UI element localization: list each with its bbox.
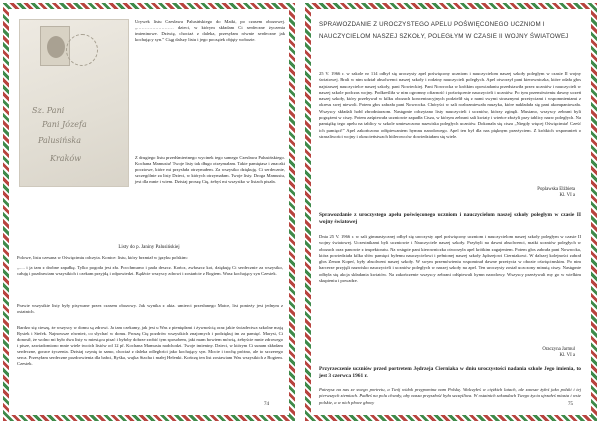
envelope-handwriting: Kraków [50, 154, 82, 163]
author-class: Kl. VI a [559, 193, 575, 198]
photo-caption: Urywek listu Czesława Palusińskiego do Matki, po czasem obozowej. „…………………… dzieci, w którym składam Ci serdeczne życzenia imieninowe. Dziwię, chociaż z daleka, przesyłam równie serdeczne jak kochający syn.” Ciąg dalszy listu i jego początek objęty wobozie. [135, 19, 285, 42]
side-caption: Z drugiego listu przedśmiertnego wycinek tego samego Czesława Palusińskiego. Kochana Mamusiu! Twoje listy tak długo otrzymałam. Takie pamiętasz i znaczki pocztowe, które mi przysłała otrzymałem. Za wszystko dziękuję. Ci serdecznie, szczególnie za listy Dzieci, w których otrzymałam. Twoje listy. Droga Mamusiu, jest dla mnie i wiem. Dzisiaj proszę Cię, żebyś mi wszystko w listach pisała. [135, 155, 285, 184]
author-name: Poplawska Elżbieta [537, 187, 575, 192]
author-name: Oraczyna Jarmul [542, 347, 575, 352]
section-title: SPRAWOZDANIE Z UROCZYSTEGO APELU POŚWIĘCONEGO UCZNIOM I NAUCZYCIELOM NASZEJ SZKOŁY, POLEGŁYM W CZASIE II WOJNY ŚWIATOWEJ [319, 21, 569, 40]
letter-quote: Bardzo się cieszę, że wszyscy w domu są zdrowi. Ja tam czekamy, jak jest u Was z pieniędzmi i żywnością oraz jakie świadectwa szkolne mają Rysiek i Stefek. Najnowsze również, co słychać w domu. Proszę Cię pozdrów wszystkich znajomych i podziękuj im za pamięć. Marysi, Ci donosił, że wolno mi było dwa listy w miesiącu pisać i byłoby dobrze zrobić tym sposobem, jaki mam bowiem mówią, żebyście mnie zdrowego i pisze, zawiadomiono mnie wiele twoich listów od 12 pf. Kochana Mamusiu nadchodzi. Twoje imieniny. Dzieci, w którym Ci sunam składam serdeczne, gorace życzenia. Dzisiaj czynię to samo, chociaż z daleka odległości jako kochający syn. Mocie i trochę próżno, ale to szczerego serca. Przesyłam serdeczne pozdrowienia dla babci, Ryśka, wujka Stacha i małej Helenki. Kończę ten list zostawiam Was wszystkich z Bogiem. Czesiek. [17, 325, 283, 366]
author-signature [542, 347, 575, 359]
author-signature [537, 187, 575, 199]
right-page [305, 3, 597, 421]
letters-title: Listy do p. Janiny Palusińskiej [118, 245, 180, 250]
pledge-text: Patrzysz na nas ze swego portretu, a Twój widok przypomina nam Polskę. Walczyłeś w ciężkich latach, ale zawsze żyłeś jako polski i tej pierwszych ziemiach. Padłeś na polu chwały, aby nasza przyszłość była szczęśliwa. W ostatnich sekundach Twego życia ujrzałeś miasta i wsie polskie, a w nich płowe głowy [319, 387, 581, 405]
paragraph: Prawie wszystkie listy były pisywane przez czasem obozowy. Jak wynika z akta. umierci przesłanego Matce, list ponieży jest jednym z ostatnich. [17, 303, 283, 314]
envelope-handwriting: Sz. Pani [32, 106, 65, 115]
report-paragraph: Dnia 25 V. 1966 r. w sali gimnastycznej odbył się uroczysty apel poświęcony uczniom i nauczycielom naszej szkoły poległym w czasie II wojny światowej. Uczestnikami byli uczniowie i Nauczyciele naszej szkoły. Przybyli na dawni absolwenci, matki uczniów poległych w obozach oraz panowie z inspektoratu. Na wstępie pani kierowniczka otworzyła apel krótkim zagajeniem. Potem głos zabrała pani Nowrocka, która powiedziała kilka słów pamięci byłemu nauczycielowi i pełnionej naszej szkoły Jędrzejowi Cierniakowi. W dalszej kolejności zabrał głos Zenon Kopeć, były absolwent naszej szkoły. W swym przemówieniu wspominał dawne przeżycia w obozie oświęcimskim. Po nim harcerze przyjęli nazwisko nauczycieli i uczniów poległych w naszej szkoły na apel. Ten uroczysty został uczczony minutą ciszy. Następnie odbyła się akcja składania kwiatów. Na zakończenie wszyscy zebrani odśpiewali hymn narodowy. Wszyscy przeżywali my go w wielkim skupieniu i powadze. [319, 234, 581, 284]
author-class: Kl. VI a [559, 353, 575, 358]
envelope-handwriting: Pani Józefa [42, 120, 87, 129]
page-number: 74 [264, 402, 269, 407]
letter-quote: „..... i ja tam z drobne zapałkę. Tylko pogoda jest zła. Pocchmurno i pada deszcz. Kończ, zwłaszcz kot, dziękuję Ci serdecznie za wszystko, całuję i pozdrawiam wszystkich i czekam przyjdą i odpowiedzi. Bądźcie wszyscy zdrowi i zostańcie z Bogiem. Wasz kochający syn Czesiek. [17, 265, 283, 276]
envelope-handwriting: Palusińska [38, 136, 82, 145]
postmark-icon [66, 34, 98, 66]
pledge-heading: Przyrzeczenie uczniów przed portretem Jędrzeja Cierniaka w dniu uroczystości nadania szkole Jego imienia, to jest 3 czerwca 1961 r. [319, 366, 581, 379]
spread-gutter [297, 0, 303, 424]
report-heading: Sprawozdanie z uroczystego apelu poświęconego uczniom i nauczycielom naszej szkoły poległym w czasie II wojny światowej [319, 212, 581, 225]
report-paragraph: 25 V. 1966 r. w szkole nr 114 odbył się uroczysty apel poświęcony uczniom i nauczycielom naszej szkoły poległym w czasie II wojny światowej. Brali w nim udział absolwenci naszej szkoły i rodziny nauczycieli poległych. Apel otworzył pani kierowniczka, które odała głos najstarszej nauczycielce naszej szkoły, pani Nowieckiej. Pani Nowrocka w krótkim opowiadaniu przedstawiła przez uczniów i nauczycieli w naszej szkole podczas wojny. Podkreśliła w nim ogromny ofiarność i poświęcenie nauczycieli i uczniów. Po tym przemówieniu dawny uczeń naszej szkoły, który przebywał w kilku obozach koncentracyjnych podzielił się z nami swymi strasznymi przeżyciami i wspomnieniami z okresu swej niewoli. Potem głos zabrała pani Nowrocka. Chóryści w sali rozbrzmiewała muzyka, które nakładała się pani akompaniowała. Wszyscy składali hołd zbrodniarzom. Następnie odczytano listy nauczycieli i uczniów, którzy zginęli. Musiano, wszyscy zebrani byli pogrążeni w ciszy. Potem zaśpiewała uczniowie zapadła Cisza, w którym zebrani sali kwiaty i wieńce złożyli przy tablicy nazw poległych. Na pamiątkę tego apelu na tablicy w szkole umieszczono nazwiska poległych uczniów. Dokonała się cisza „Niegdy więcej Oświęcimia! Cześć ich pamięci!” Apel zakończono odśpiewaniem hymnu narodowego. Apel ten był dla nas pięknym przeżyciem. Z krótkich wspomnień o straszliwości wojny i okrucieństwach hitlerowców dowiedziałam się wiele. [319, 71, 581, 139]
letter-envelope-photo [19, 19, 129, 187]
paragraph: Polowe, listu czesana w Oświęcimiu odczyta. Konice: listu, który brzmiał w języku polskim: [17, 255, 188, 260]
page-number: 75 [568, 402, 573, 407]
left-page [3, 3, 295, 421]
